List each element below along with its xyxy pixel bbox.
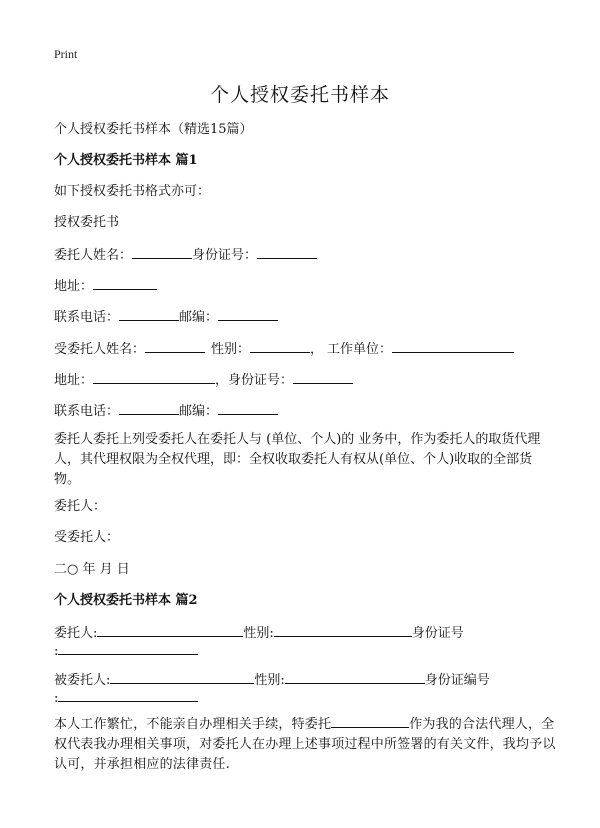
s2-id2-colon: : [54, 691, 59, 706]
address2-label: 地址： [54, 373, 94, 388]
work-unit-blank[interactable] [392, 339, 514, 353]
id-number2-label: ，身份证号： [215, 373, 294, 388]
separator-comma: ， [310, 342, 324, 357]
s2-id-colon: : [54, 644, 59, 659]
agent-name-label: 受委托人姓名： [54, 342, 146, 357]
address-row [54, 276, 157, 296]
s2-gender-blank[interactable] [274, 623, 412, 637]
id-number-label: 身份证号： [192, 248, 258, 263]
section2-heading: 个人授权委托书样本 篇2 [54, 593, 198, 608]
s2-id2-label: 身份证编号 [424, 673, 490, 688]
s2-id2-row [54, 688, 198, 708]
address-blank[interactable] [93, 276, 157, 290]
s2-id-blank[interactable] [58, 641, 198, 655]
postcode2-label: 邮编： [179, 404, 219, 419]
postcode2-blank[interactable] [218, 401, 278, 415]
s2-gender-label: 性别: [243, 626, 274, 641]
agent-sign: 受委托人： [54, 530, 120, 545]
s2-gender2-label: 性别: [254, 673, 285, 688]
principal-name-blank[interactable] [132, 245, 192, 259]
s2-body-start: 本人工作繁忙，不能亲自办理相关手续，特委托 [54, 717, 332, 732]
address-label: 地址： [54, 279, 94, 294]
s2-agent-name-blank[interactable] [331, 714, 409, 728]
principal-name-label: 委托人姓名： [54, 248, 133, 263]
postcode-blank[interactable] [218, 307, 278, 321]
s2-id2-blank[interactable] [58, 688, 198, 702]
s2-body-rest: 作为我的合法代理人，全权代表我办理相关事项，对委托人在办理上述事项过程中所签署的有关文件，我均予以认可，并承担相应的法律责任. [54, 717, 556, 772]
s2-principal-label: 委托人: [54, 626, 98, 641]
page-title: 个人授权委托书样本 [209, 84, 390, 106]
date-line: 二○ 年 月 日 [54, 562, 130, 577]
phone-row [54, 307, 278, 327]
phone2-label: 联系电话： [54, 404, 120, 419]
s2-gender2-blank[interactable] [285, 670, 425, 684]
s2-principal-row [54, 623, 464, 643]
phone2-blank[interactable] [119, 401, 179, 415]
phone-label: 联系电话： [54, 310, 120, 325]
section1-body: 委托人委托上列受委托人在委托人与 (单位、个人)的 业务中，作为委托人的取货代理人，其代理权限为全权代理，即：全权收取委托人有权从(单位、个人)收取的全部货物。 [54, 432, 541, 487]
id-number-blank[interactable] [257, 245, 317, 259]
section1-intro: 如下授权委托书格式亦可： [54, 184, 211, 199]
principal-sign: 委托人： [54, 499, 107, 514]
section1-doc-title: 授权委托书 [54, 215, 120, 230]
agent-name-row [54, 339, 514, 359]
s2-id-row [54, 641, 198, 661]
section1-heading: 个人授权委托书样本 篇1 [54, 153, 198, 168]
s2-agent-row [54, 670, 490, 690]
phone2-row [54, 401, 278, 421]
subtitle: 个人授权委托书样本（精选15篇） [54, 122, 253, 137]
id-number2-blank[interactable] [293, 370, 353, 384]
postcode-label: 邮编： [179, 310, 219, 325]
gender-label: 性别： [211, 342, 251, 357]
s2-principal-blank[interactable] [97, 623, 243, 637]
gender-blank[interactable] [250, 339, 310, 353]
address2-row [54, 370, 353, 390]
principal-name-row [54, 245, 317, 265]
s2-agent-label: 被委托人: [54, 673, 111, 688]
phone-blank[interactable] [119, 307, 179, 321]
agent-name-blank[interactable] [145, 339, 205, 353]
work-unit-label: 工作单位： [327, 342, 393, 357]
address2-blank[interactable] [93, 370, 215, 384]
section2-body [54, 714, 556, 775]
print-link[interactable]: Print [54, 47, 78, 61]
s2-id-label: 身份证号 [411, 626, 464, 641]
s2-agent-blank[interactable] [110, 670, 254, 684]
